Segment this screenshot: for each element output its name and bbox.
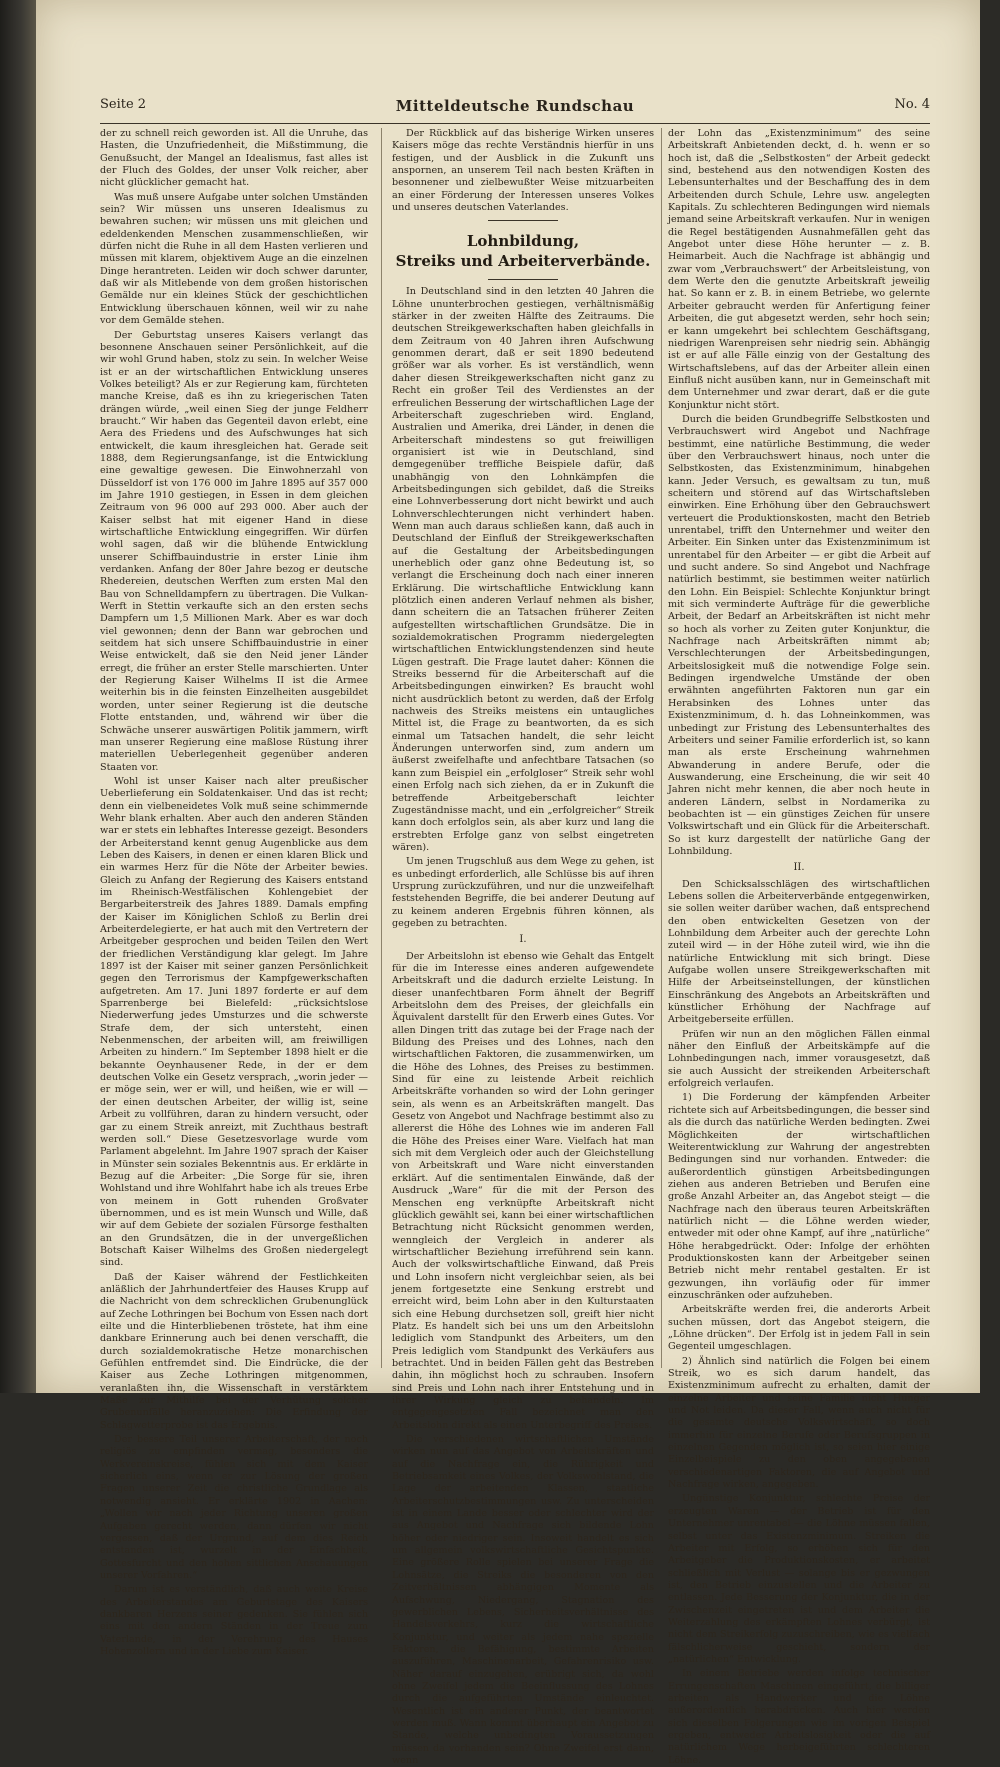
- column-2: [392, 128, 654, 1766]
- section-number: II.: [793, 862, 805, 874]
- paragraph: In Deutschland sind in den letzten 40 Jahren die Löhne ununterbrochen gestiegen, verhältnismäßig stärker in der zweiten Hälfte des Zeitraums. Die deutschen Streikgewerkschaften haben gleichfalls in dem Zeitraum von 40 Jahren ihren Aufschwung genommen derart, daß er seit 1890 bedeutend größer war als vorher. Es ist verständlich, wenn daher diesen Streikgewerkschaften nicht ganz zu Recht ein großer Teil des Verdienstes an der erfreulichen Besserung der wirtschaftlichen Lage der Arbeiterschaft zugeschrieben wird. England, Australien und Amerika, drei Länder, in denen die Arbeiterschaft mindestens so gut freiwilligen organisiert ist wie in Deutschland, sind demgegenüber treffliche Beispiele dafür, daß unabhängig von den Lohnkämpfen die Arbeitsbedingungen sich gebildet, daß die Streiks eine Lohnverbesserung dort nicht bewirkt und auch Lohnverschlechterungen nicht verhindert haben. Wenn man auch daraus schließen kann, daß auch in Deutschland der Einfluß der Streikgewerkschaften auf die Gestaltung der Arbeitsbedingungen unerheblich oder ganz ohne Bedeutung ist, so verlangt die Erscheinung doch nach einer inneren Erklärung. Die wirtschaftliche Entwicklung kann plötzlich einen anderen Verlauf nehmen als bisher, dann scheitern die an Tatsachen früherer Zeiten aufgestellten wirtschaftlichen Grundsätze. Die in sozialdemokratischen Programm niedergelegten wirtschaftlichen Entwicklungstendenzen sind heute Lügen gestraft. Die Frage lautet daher: Können die Streiks bessernd für die Arbeiterschaft auf die Arbeitsbedingungen einwirken? Es braucht wohl nicht ausdrücklich betont zu werden, daß der Erfolg nachweis des Streiks meistens ein untaugliches Mittel ist, die Frage zu beantworten, da es sich einmal um Tatsachen handelt, die sehr leicht Änderungen unterworfen sind, zum andern um äußerst zweifelhafte und anfechtbare Tatsachen (so kann zum Beispiel ein „erfolgloser“ Streik sehr wohl einen Erfolg nach sich ziehen, da er in Zukunft die betreffende Arbeitgeberschaft leichter Zugeständnisse macht, und ein „erfolgreicher“ Streik kann doch erfolglos sein, als aber kurz und lang die erstrebten Erfolge ganz von selbst eingetreten wären).: [392, 286, 654, 853]
- paragraph: Um jenen Trugschluß aus dem Wege zu gehen, ist es unbedingt erforderlich, alle Schlüsse bis auf ihren Ursprung zurückzuführen, und nur die unzweifelhaft feststehenden Begriffe, die bei anderer Deutung auf zu keinem anderen Ergebnis führen können, als gegeben zu betrachten.: [392, 856, 654, 929]
- section-number: I.: [519, 934, 527, 946]
- paragraph: Die verschiedenen wirtschaftlichen Umstände wirken nun auf das Angebot von Arbeitskräften und auf die Nachfrage ein, die Rührigkeit und Betriebsamkeit eines Volkes, der Volkswohlstand, die Lage der arbeitenden Klassen, staatliche Arbeiterschutzbestimmungen usw. Zu unterscheiden ist in einem Lande besser oder schlechter wird der aus Angebot und Nachfrage sich bildende Lohn höher oder niedriger sein. Insoweit handelt es sich um allgemein volkswirtschaftliche Gesichtspunkte. Eine größere Rolle spielen bei unserer Frage die Lohnsätze, die Streiks die besonderen von den Zeitverhältnissen abhängigen Momente als Aufschwung, Niedergang, Stagnation des gewerblichen Lebens, Sicherheitsverhältnisse des Handelsverkehrs, kurz die wirtschaftliche Konjunktur, und weiter als jedem nahe spezielle Faktoren, die Befähigung, bestimmte Arbeiten auszuführen, Maschinenarbeit, Gefahrenrisiko usw. Näher darauf einzugehen, erübrigt sich, da wohl ohne Zweifel jedem die Beeinflussung des Lohnes durch die aufgeführten Umstände einleuchtet. Wesentlich ist ein anderer Punkt, der beantwortet werden muß. Wann kommt überhaupt ein Angebot zu Stande, welche unbedingten Voraussetzungen müssen da vorhanden sein? Ohne Zweifel erst dann, wenn: [392, 1434, 654, 1766]
- issue-number: No. 4: [894, 97, 930, 112]
- column-rule: [661, 128, 662, 1368]
- headline-line: Streiks und Arbeiterverbände.: [395, 252, 651, 271]
- paragraph: Durch die beiden Grundbegriffe Selbstkosten und Verbrauchswert wird Angebot und Nachfrage bestimmt, eine natürliche Bestimmung, die weder über den Verbrauchswert hinaus, noch unter die Selbstkosten, das Existenzminimum, hinabgehen kann. Jeder Versuch, es gewaltsam zu tun, muß scheitern und störend auf das Wirtschaftsleben einwirken. Eine Erhöhung über den Gebrauchswert verteuert die Produktionskosten, macht den Betrieb unrentabel, trifft den Unternehmer und weiter den Arbeiter. Ein Sinken unter das Existenzminimum ist unrentabel für den Arbeiter — er gibt die Arbeit auf und sucht andere. So sind Angebot und Nachfrage natürlich bestimmt, sie bestimmen weiter natürlich den Lohn. Ein Beispiel: Schlechte Konjunktur bringt mit sich verminderte Aufträge für die gewerbliche Arbeit, der Bedarf an Arbeitskräften ist nicht mehr so hoch als vorher zu Zeiten guter Konjunktur, die Nachfrage nach Arbeitskräften nimmt ab; Verschlechterungen der Arbeitsbedingungen, Arbeitslosigkeit muß die notwendige Folge sein. Bedingen irgendwelche Umstände der oben erwähnten angeführten Faktoren nun gar ein Herabsinken des Lohnes unter das Existenzminimum, d. h. das Lohneinkommen, was unbedingt zur Fristung des Lebensunterhaltes des Arbeiters und seiner Familie erforderlich ist, so kann man als erste Erscheinung wahrnehmen Abwanderung in andere Berufe, oder die Auswanderung, eine Erscheinung, die wir seit 40 Jahren nicht mehr kennen, die aber noch heute in anderen Ländern, selbst in Nordamerika zu beobachten ist — ein günstiges Zeichen für unsere Volkswirtschaft und ein Glück für die Arbeiterschaft. So ist kurz dargestellt der natürliche Gang der Lohnbildung.: [668, 413, 930, 857]
- paragraph: Der Rückblick auf das bisherige Wirken unseres Kaisers möge das rechte Verständnis hierfür in uns festigen, und der Ausblick in die Zukunft uns anspornen, an unserem Teil nach besten Kräften in besonnener und zielbewußter Weise mitzuarbeiten an einer Förderung der Interessen unseres Volkes und unseres deutschen Vaterlandes.: [392, 128, 654, 214]
- paragraph: 1) Die Forderung der kämpfenden Arbeiter richtete sich auf Arbeitsbedingungen, die besser sind als die durch das natürliche Werden bedingten. Zwei Möglichkeiten der wirtschaftlichen Weiterentwicklung zur Wahrung der angestrebten Bedingungen sind nur vorhanden. Entweder: die außerordentlich günstigen Arbeitsbedingungen ziehen aus anderen Betrieben und Berufen eine große Anzahl Arbeiter an, das Angebot steigt — die Nachfrage nach den überaus teuren Arbeitskräften natürlich nicht — die Löhne werden wieder, entweder mit oder ohne Kampf, auf ihre „natürliche“ Höhe herabgedrückt. Oder: Infolge der erhöhten Produktionskosten kann der Arbeitgeber seinen Betrieb nicht mehr rentabel gestalten. Er ist gezwungen, ihn vorläufig oder für immer einzuschränken oder aufzuheben.: [668, 1092, 930, 1301]
- newspaper-title: Mitteldeutsche Rundschau: [395, 97, 635, 115]
- paragraph: Daß der Kaiser während der Festlichkeiten anläßlich der Jahrhundertfeier des Hauses Krupp auf die Nachricht von dem schrecklichen Grubenunglück auf Zeche Lothringen bei Bochum von Essen nach dort eilte und die Hinterbliebenen tröstete, hat ihm eine dankbare Erinnerung auch bei denen verschafft, die durch sozialdemokratische Hetze monarchischen Gefühlen entfremdet sind. Die Eindrücke, die der Kaiser aus Zeche Lothringen mitgenommen, veranlaßten ihn, die Wissenschaft in verstärktem Maße zur Mithilfe bei der Verhütung solcher Grubenunfälle heranzuziehen: Die Erfindung der Schlagwetterprobe ist das Ergebnis.: [100, 1271, 368, 1431]
- page-header: [100, 95, 930, 124]
- paragraph: Der Arbeitslohn ist ebenso wie Gehalt das Entgelt für die im Interesse eines anderen aufgewendete Arbeitskraft und die dadurch erzielte Leistung. In dieser unanfechtbaren Form ähnelt der Begriff Arbeitslohn dem des Preises, der gleichfalls ein Äquivalent darstellt für den Erwerb eines Gutes. Vor allen Dingen tritt das zutage bei der Frage nach der Bildung des Preises und des Lohnes, nach den wirtschaftlichen Faktoren, die zusammenwirken, um die Höhe des Lohnes, des Preises zu bestimmen. Sind für eine zu leistende Arbeit reichlich Arbeitskräfte vorhanden so wird der Lohn geringer sein, als wenn es an Arbeitskräften mangelt. Das Gesetz von Angebot und Nachfrage bestimmt also zu allererst die Höhe des Lohnes wie im anderen Fall die Höhe des Preises einer Ware. Vielfach hat man sich mit dem Vergleich oder auch der Gleichstellung von Arbeitskraft und Ware nicht einverstanden erklärt. Auf die sentimentalen Einwände, daß der Ausdruck „Ware“ für die mit der Person des Menschen eng verknüpfte Arbeitskraft nicht glücklich gewählt sei, kann bei einer wirtschaftlichen Betrachtung nicht Rücksicht genommen werden, wenngleich der Vergleich in anderer als wirtschaftlicher Beziehung irreführend sein kann. Auch der volkswirtschaftliche Einwand, daß Preis und Lohn insofern nicht vergleichbar seien, als bei jenem fortgesetzte eine Senkung erstrebt und erreicht wird, beim Lohn aber in den Kulturstaaten sich eine Hebung durchsetzen soll, greift hier nicht Platz. Es handelt sich bei uns um den Arbeitslohn lediglich vom Standpunkt des Arbeiters, um den Preis lediglich vom Standpunkt des Verkäufers aus betrachtet. Und in beiden Fällen geht das Bestreben dahin, ihn möglichst hoch zu schrauben. Insofern sind Preis und Lohn nach ihrer Entstehung und in ihrer Wirkung gleich zu behandeln. Im entgegengesetzten Fall bezeichnet man den Arbeitslohn direkt als einen Unterbegriff des Preises.: [392, 950, 654, 1431]
- paragraph: Der bessere Teil unserer Arbeiterschaft, der noch religiös zu empfinden vermag, besonders die Werkvereinskreise, fühlen sich mit dem Kaiser sicherlich eins, wenn er zur Lösung der großen Fragen unserer Zeit die christliche Grundlage als notwendig ansieht. Er erklärte 1902 in Aachen: „Wollen wir nach jeder Richtung unseren großen Aufgaben gerecht werden, dann dürfen wir nicht vergessen, daß der Urgrund, auf dem dies Reich entstanden ist, wurzelt in der Einfachheit, Gottesfurcht und den hohen sittlichen Anschauungen unserer Vorfahren.“: [100, 1434, 368, 1581]
- paragraph: Den Schicksalsschlägen des wirtschaftlichen Lebens sollen die Arbeiterverbände entgegenwirken, sie sollen weiter darüber wachen, daß entsprechend den oben entwickelten Gesetzen von der Lohnbildung dem Arbeiter auch der gerechte Lohn zuteil wird — in der Höhe zuteil wird, wie ihn die natürliche Entwicklung mit sich bringt. Diese Aufgabe wollen unsere Streikgewerkschaften mit Hilfe der Arbeitseinstellungen, der künstlichen Einschränkung des Angebots an Arbeitskräften und künstlicher Erhöhung der Nachfrage auf Arbeitgeberseite erfüllen.: [668, 878, 930, 1026]
- divider: [488, 220, 558, 221]
- page-number: Seite 2: [100, 97, 147, 112]
- book-spine: [0, 0, 36, 1393]
- paragraph: Was muß unsere Aufgabe unter solchen Umständen sein? Wir müssen uns unseren Idealismus zu bewahren suchen; wir müssen uns mit gleichen und edeldenkenden Menschen zusammenschließen, wir dürfen nicht die Ruhe in all dem Hasten verlieren und müssen mit klarem, objektivem Auge an die einzelnen Dinge herantreten. Leiden wir doch schwer darunter, daß wir als Mitlebende von dem großen historischen Gemälde nur ein kleines Stück der geschichtlichen Entwicklung überschauen können, weil wir zu nahe vor dem Gemälde stehen.: [100, 191, 368, 327]
- paragraph: Ungünstige Konjunktur, schlechte Preise der erzeugten Waren — der Betrieb ist für den Unternehmer unrentabel — die Löhne müssen fallen, selbst unter das Existenzminimum. Streiken die Arbeiter mit Erfolg, so erhöhen sich für den Arbeitgeber die Produktionskosten, er arbeitet schließlich mit Verlust — solange bis er gezwungen ist, den Betrieb einzustellen und die Arbeiter zu entlassen. Jede Besserung der Konjunktur, die in der Zwischenzeit eingetreten ist und dem Arbeiter die Weiterzahlung des erkämpften Lohnes verbürgt, ist nicht dem Streikerfolg zuzuschreiben, wie es vielfach fälschlicherweise geschieht, sondern der „natürlichen“ Entwicklung.: [668, 1493, 930, 1665]
- divider: [488, 279, 558, 280]
- article-headline: [392, 231, 654, 271]
- paragraph: Prüfen wir nun an den möglichen Fällen einmal näher den Einfluß der Arbeitskämpfe auf die Lohnbedingungen nach, immer vorausgesetzt, daß sie auch Aussicht der streikenden Arbeiterschaft erfolgreich verlaufen.: [668, 1028, 930, 1090]
- headline-line: Lohnbildung,: [466, 232, 580, 251]
- column-3: [668, 128, 930, 1766]
- paragraph: der zu schnell reich geworden ist. All die Unruhe, das Hasten, die Unzufriedenheit, die Mißstimmung, die Genußsucht, der Mangel an Idealismus, fast alles ist der Fluch des Goldes, der unser Volk reicher, aber nicht glücklicher gemacht hat.: [100, 128, 368, 189]
- paragraph: der Lohn das „Existenzminimum“ des seine Arbeitskraft Anbietenden deckt, d. h. wenn er so hoch ist, daß die „Selbstkosten“ der Arbeit gedeckt sind, bestehend aus den notwendigen Kosten des Lebensunterhaltes und der Beschaffung des in dem Arbeitenden durch Schule, Lehre usw. angelegten Kapitals. Zu schlechteren Bedingungen wird niemals jemand seine Arbeitskraft verkaufen. Nur in wenigen die Regel bestätigenden Ausnahmefällen geht das Angebot unter diese Höhe herunter — z. B. Heimarbeit. Auch die Nachfrage ist abhängig und zwar vom „Verbrauchswert“ der Arbeitsleistung, von dem Werte den die genutzte Arbeitskraft jeweilig hat. So kann er z. B. in einem Betriebe, wo gelernte Arbeiter gebraucht werden für Anfertigung feiner Arbeiten, die gut abgesetzt werden, sehr hoch sein; er kann umgekehrt bei schlechtem Geschäftsgang, niedrigen Warenpreisen sehr niedrig sein. Abhängig ist er auf alle Fälle einzig von der Gestaltung des Wirtschaftslebens, auf das der Arbeiter allein einen Einfluß nicht ausüben kann, nur in Gemeinschaft mit dem Unternehmer und zwar derart, daß er die gute Konjunktur nicht stört.: [668, 128, 930, 411]
- paragraph: 2) Ähnlich sind natürlich die Folgen bei einem Streik, wo es sich darum handelt, das Existenzminimum aufrecht zu erhalten, damit der einzelne Arbeiter und seine Familie nicht Hunger und Not leiden. Da dieser Fall, wenn auch nicht für die gesamte deutsche Volkswirtschaft, so doch immerhin für einzelne Berufe oder Berufsgruppen in einzelnen Gegenden möglich ist, so seien hier einige Einzelbeispiele zu den oben angegebenen verschiedenartigen Faktoren, die auf Angebot und Nachfrage wirken, angegeben.: [668, 1355, 930, 1491]
- paragraph: Wohl ist unser Kaiser nach alter preußischer Ueberlieferung ein Soldatenkaiser. Und das ist recht; denn ein vielbeneidetes Volk muß seine schimmernde Wehr blank erhalten. Aber auch den anderen Ständen war er stets ein lebhaftes Interesse gezeigt. Besonders der Arbeiterstand kennt genug Augenblicke aus dem Leben des Kaisers, in denen er einen klaren Blick und ein warmes Herz für die Nöte der Arbeiter bewies. Gleich zu Anfang der Regierung des Kaisers entstand im Rheinisch-Westfälischen Kohlengebiet der Bergarbeiterstreik des Jahres 1889. Damals empfing der Kaiser im Königlichen Schloß zu Berlin drei Arbeiterdelegierte, er hat auch mit den Vertretern der Arbeitgeber gesprochen und beiden Teilen den Wert der friedlichen Verständigung klar gelegt. Im Jahre 1897 ist der Kaiser mit seiner ganzen Persönlichkeit gegen den Terrorismus der Kampfgewerkschaften aufgetreten. Am 17. Juni 1897 forderte er auf dem Sparrenberge bei Bielefeld: „rücksichtslose Niederwerfung jedes Umsturzes und die schwerste Strafe dem, der sich untersteht, einen Nebenmenschen, der arbeiten will, am freiwilligen Arbeiten zu hindern.“ Im September 1898 hielt er die bekannte Oeynhausener Rede, in der er dem deutschen Volke ein Gesetz versprach, „worin jeder — er möge sein, wer er will, und heißen, wie er will — der einen deutschen Arbeiter, der willig ist, seine Arbeit zu vollführen, daran zu hindern versucht, oder gar zu einem Streik anreizt, mit Zuchthaus bestraft werden soll.“ Diese Gesetzesvorlage wurde vom Parlament abgelehnt. Im Jahre 1907 sprach der Kaiser in Münster sein soziales Bekenntnis aus. Er erklärte in Bezug auf die Arbeiter: „Die Sorge für sie, ihren Wohlstand und ihre Wohlfahrt habe ich als treues Erbe von meinem in Gott ruhenden Großvater übernommen, und es ist mein Wunsch und Wille, daß wir auf dem Gebiete der sozialen Fürsorge festhalten an den Grundsätzen, die in der unvergeßlichen Botschaft Kaiser Wilhelms des Großen niedergelegt sind.: [100, 775, 368, 1269]
- column-1: [100, 128, 368, 1657]
- paragraph: Darum ist es verständlich, daß auch weite Kreise des Arbeiterstandes am Geburtstage des Kaisers dankbaren Herzens seiner gedenken. Sie fühlen sich eins mit den andern Ständen in der Treue zum Vaterlande, in der Verehrung des Hauses Hohenzollern und in der Liebe zum Kaiser.: [100, 1584, 368, 1657]
- paragraph: In einem Betriebe werden infolge technischer Errungenschaften Maschinen eingeführt, die billiger arbeiten als Handwerker und die Löhne außerordentlich herabdrücken. Auch hier werden sich dieselben Folgerungen wie im vorigen Beispiel ergeben, entweder Arbeitslosigkeit oder die auf natürlichem Wege herbeigeführten schlechteren Löhne.: [668, 1668, 930, 1766]
- paragraph: Arbeitskräfte werden frei, die anderorts Arbeit suchen müssen, dort das Angebot steigern, die „Löhne drücken“. Der Erfolg ist in jedem Fall in sein Gegenteil umgeschlagen.: [668, 1304, 930, 1353]
- paragraph: Der Geburtstag unseres Kaisers verlangt das besonnene Anschauen seiner Persönlichkeit, auf die wir wohl Grund haben, stolz zu sein. In welcher Weise ist er an der wirtschaftlichen Entwicklung unseres Volkes beteiligt? Als er zur Regierung kam, fürchteten manche Kreise, daß es ihn zu kriegerischen Taten drängen würde, „weil einen Sieg der junge Feldherr braucht.“ Wir haben das Gegenteil davon erlebt, eine Aera des Friedens und des Aufschwunges hat sich entwickelt, die kaum ihresgleichen hat. Gerade seit 1888, dem Regierungsanfange, ist die Entwicklung eine gewaltige gewesen. Die Einwohnerzahl von Düsseldorf ist von 176 000 im Jahre 1895 auf 357 000 im Jahre 1910 gestiegen, in Essen in dem gleichen Zeitraum von 96 000 auf 293 000. Aber auch der Kaiser selbst hat mit eigener Hand in diese wirtschaftliche Entwicklung eingegriffen. Wir dürfen wohl sagen, daß wir die blühende Entwicklung unserer Schiffbauindustrie in erster Linie ihm verdanken. Anfang der 80er Jahre bezog er deutsche Rhedereien, deutschen Werften zum ersten Mal den Bau von Schnelldampfern zu übertragen. Die Vulkan-Werft in Stettin verkaufte sich an den ersten sechs Dampfern um 1,5 Millionen Mark. Aber es war doch viel gewonnen; denn der Bann war gebrochen und seitdem hat sich unsere Schiffbauindustrie in einer Weise entwickelt, daß sie den Neid jener Länder erregt, die früher an erster Stelle marschierten. Unter der Regierung Kaiser Wilhelms II ist die Armee weiterhin bis in die feinsten Einzelheiten ausgebildet worden, unter seiner Regierung ist die deutsche Flotte entstanden, und, während wir über die Schwäche unserer auswärtigen Politik jammern, wirft man unserer Regierung eine maßlose Rüstung ihrer materiellen Ueberlegenheit gegenüber anderen Staaten vor.: [100, 329, 368, 773]
- column-rule: [381, 128, 382, 1368]
